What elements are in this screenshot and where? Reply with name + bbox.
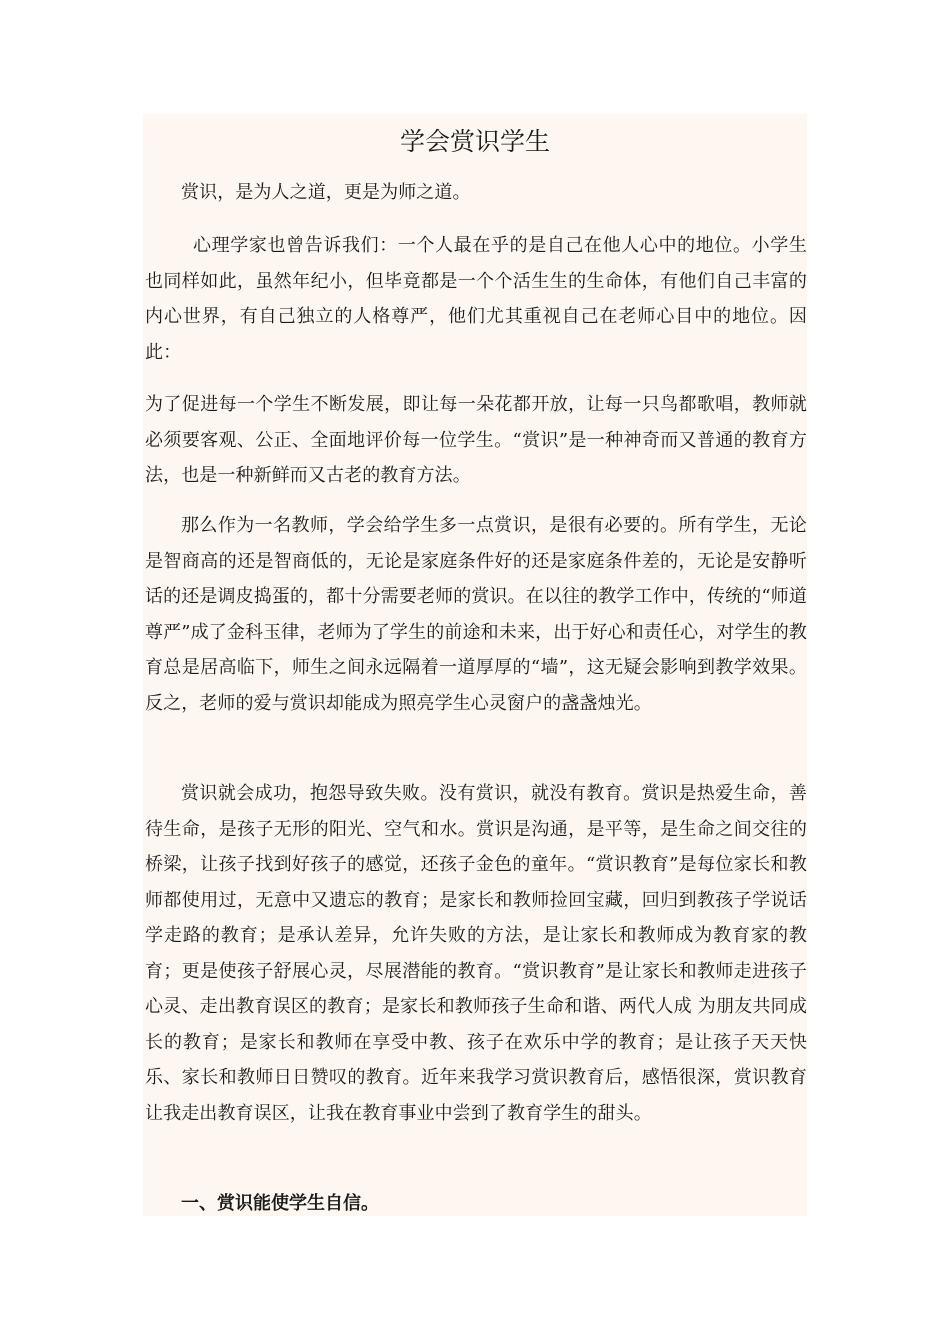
paragraph-intro: 赏识，是为人之道，更是为师之道。	[181, 182, 471, 203]
paragraph-teacher-role: 那么作为一名教师，学会给学生多一点赏识，是很有必要的。所有学生，无论是智商高的还是智商低的，无论是家庭条件好的还是家庭条件差的，无论是安静听话的还是调皮捣蛋的，都十分需要老师的赏识。在以往的教学工作中，传统的“师道尊严”成了金科玉律，老师为了学生的前途和未来，出于好心和责任心，对学生的教育总是居高临下，师生之间永远隔着一道厚厚的“墙”，这无疑会影响到教学效果。反之，老师的爱与赏识却能成为照亮学生心灵窗户的盏盏烛光。	[145, 515, 807, 714]
paragraph-promote-development: 为了促进每一个学生不断发展，即让每一朵花都开放，让每一只鸟都歌唱，教师就必须要客观、公正、全面地评价每一位学生。“赏识”是一种神奇而又普通的教育方法，也是一种新鲜而又古老的教育方法。	[145, 394, 807, 486]
document-title: 学会赏识学生	[399, 127, 550, 156]
paragraph-appreciation-success: 赏识就会成功，抱怨导致失败。没有赏识，就没有教育。赏识是热爱生命，善待生命，是孩子无形的阳光、空气和水。赏识是沟通，是平等，是生命之间交往的桥梁，让孩子找到好孩子的感觉，还孩子金色的童年。“赏识教育”是每位家长和教师都使用过，无意中又遗忘的教育；是家长和教师捡回宝藏，回归到教孩子学说话学走路的教育；是承认差异，允许失败的方法，是让家长和教师成为教育家的教育；更是使孩子舒展心灵，尽展潜能的教育。“赏识教育”是让家长和教师走进孩子心灵、走出教育误区的教育；是家长和教师孩子生命和谐、两代人成 为朋友共同成长的教育；是家长和教师在享受中教、孩子在欢乐中学的教育；是让孩子天天快乐、家长和教师日日赞叹的教育。近年来我学习赏识教育后，感悟很深，赏识教育让我走出教育误区，让我在教育事业中尝到了教育学生的甜头。	[145, 783, 807, 1124]
document-page	[143, 114, 807, 1216]
paragraph-psychology: 心理学家也曾告诉我们：一个人最在乎的是自己在他人心中的地位。小学生也同样如此，虽然年纪小，但毕竟都是一个个活生生的生命体，有他们自己丰富的内心世界，有自己独立的人格尊严，他们尤其重视自己在老师心目中的地位。因此：	[145, 235, 807, 363]
section-heading-1: 一、赏识能使学生自信。	[181, 1193, 379, 1214]
